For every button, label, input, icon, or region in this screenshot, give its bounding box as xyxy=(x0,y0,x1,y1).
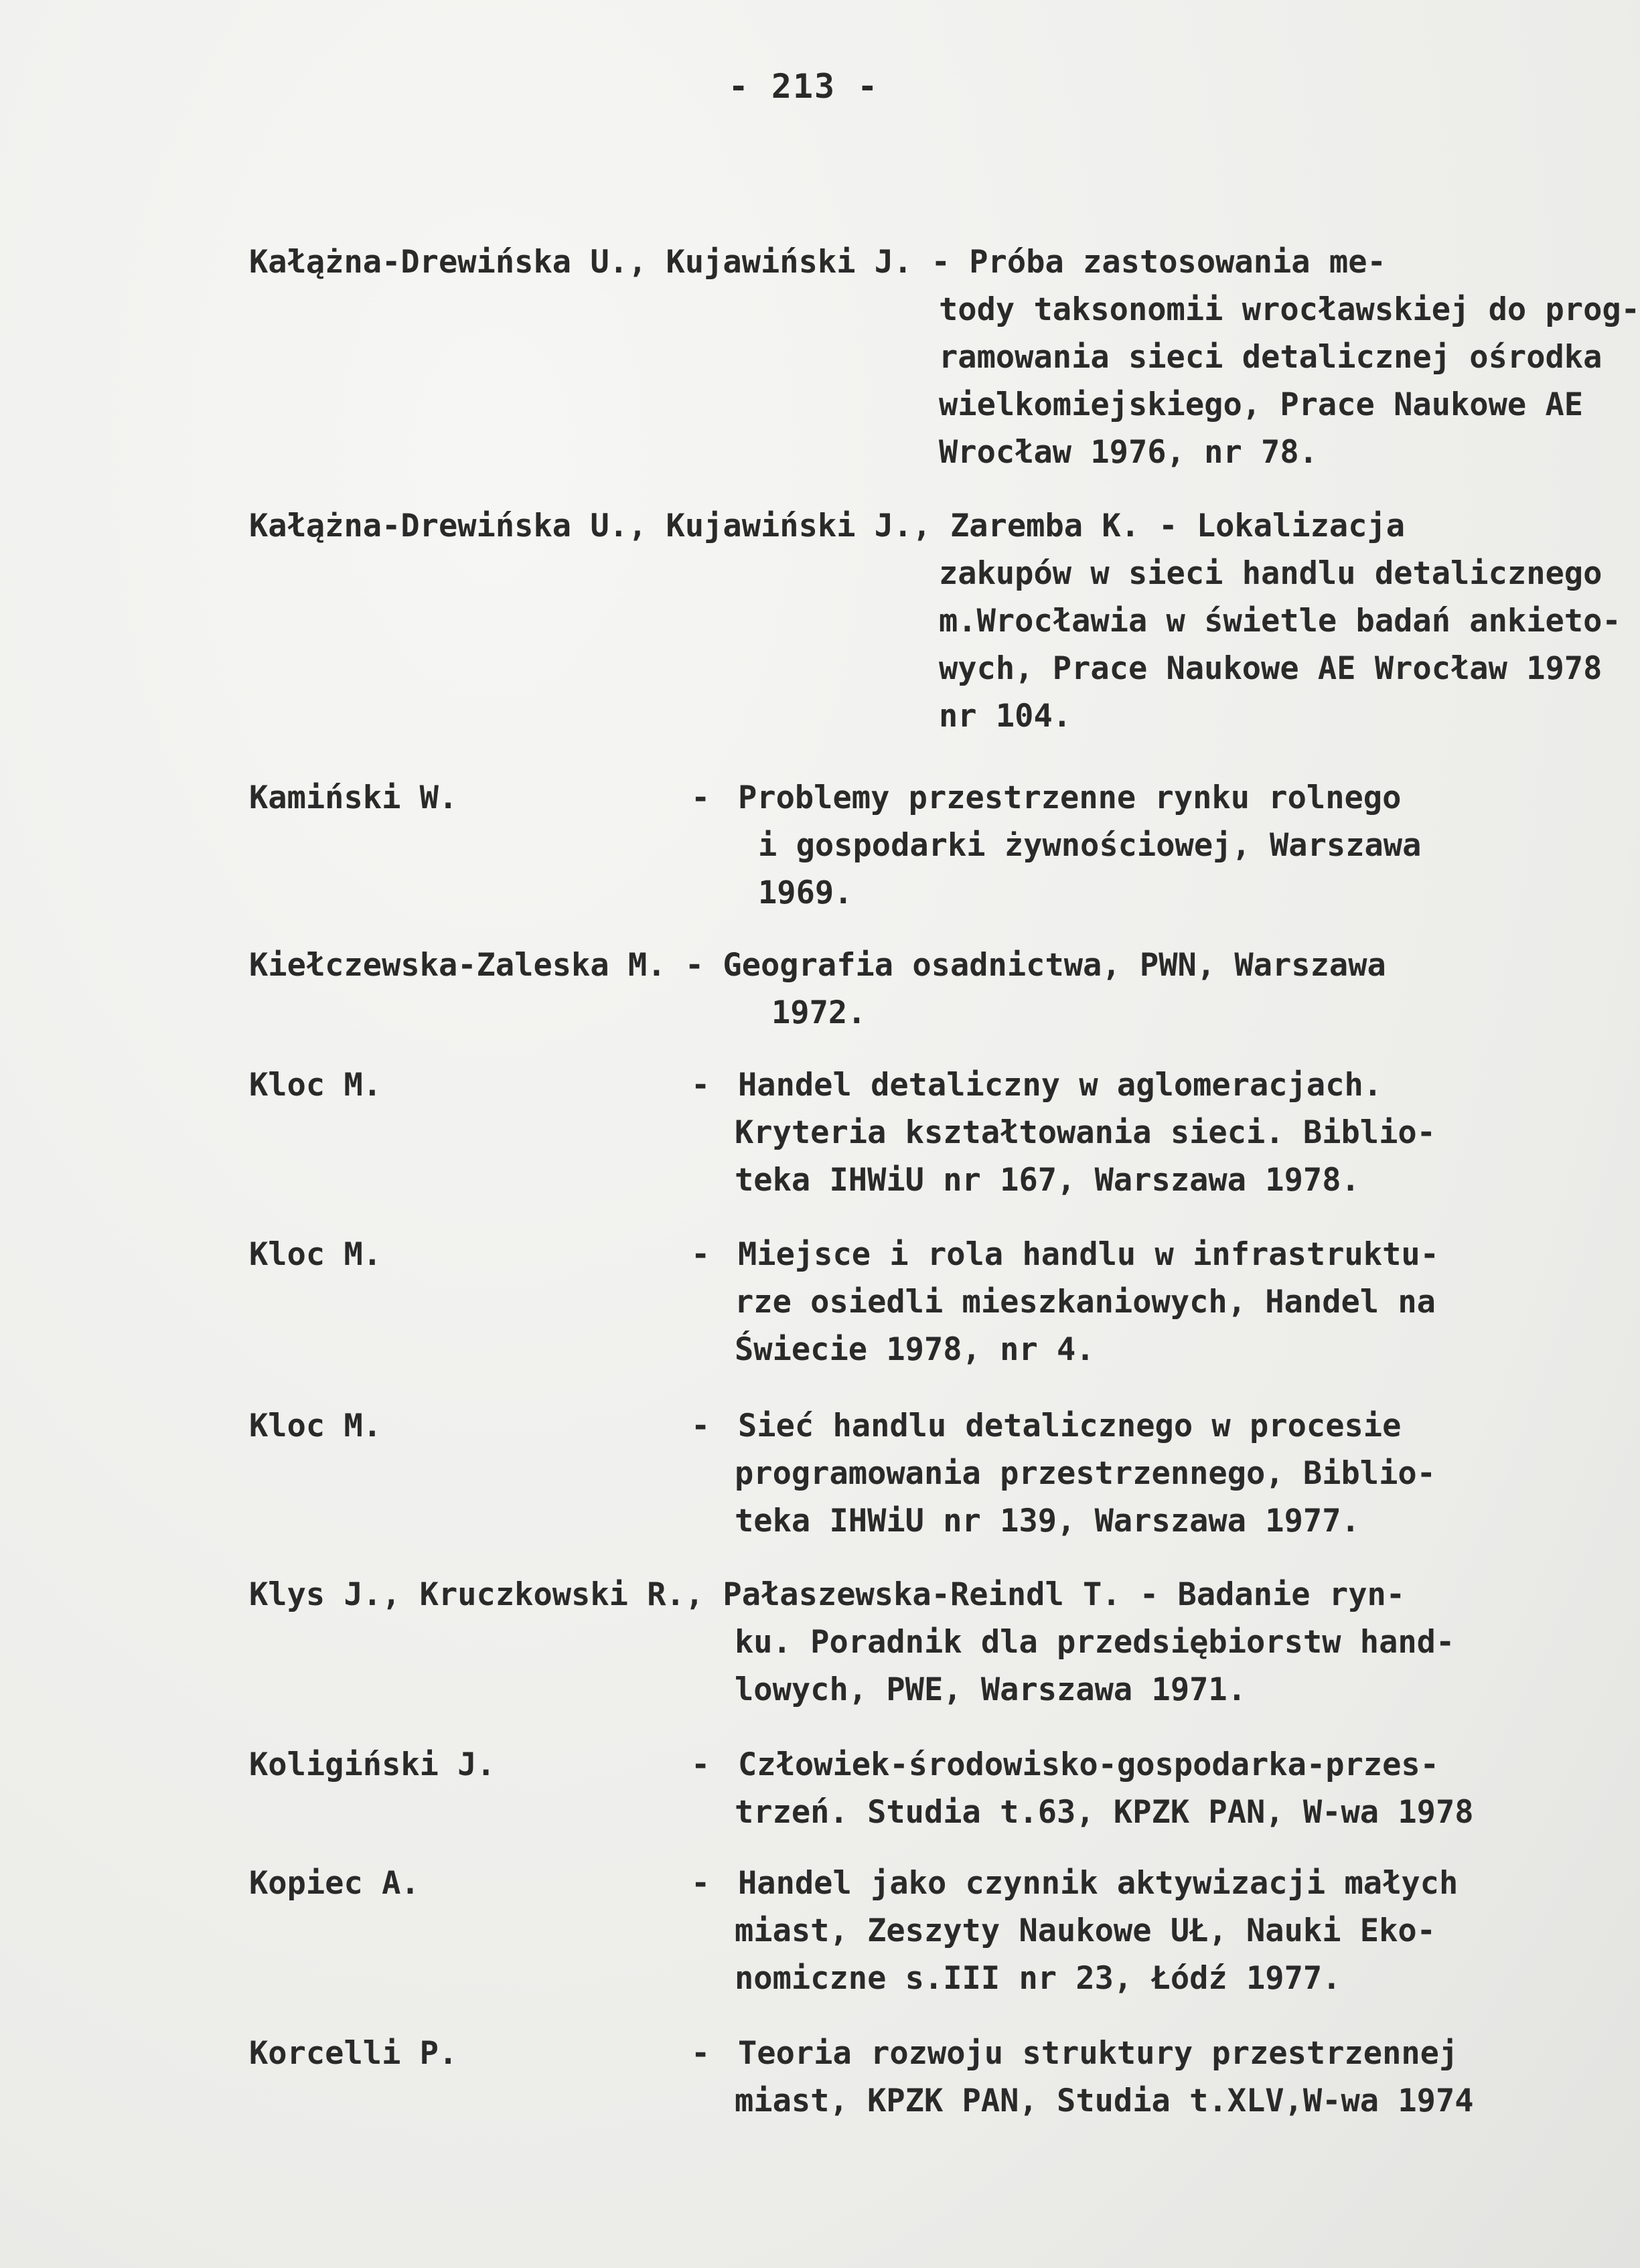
entry-line: programowania przestrzennego, Biblio- xyxy=(735,1455,1436,1492)
entry-line: rze osiedli mieszkaniowych, Handel na xyxy=(735,1284,1436,1320)
bibliography-entry xyxy=(249,941,1519,1037)
entry-line: ramowania sieci detalicznej ośrodka xyxy=(939,339,1602,376)
entry-title-start: Teoria rozwoju struktury przestrzennej xyxy=(738,2035,1459,2072)
entry-dash: - xyxy=(691,2035,711,2072)
entry-line: ku. Poradnik dla przedsiębiorstw hand- xyxy=(735,1624,1455,1661)
entry-line: teka IHWiU nr 139, Warszawa 1977. xyxy=(735,1503,1360,1539)
entry-first-line xyxy=(249,1402,1519,1450)
entry-line: teka IHWiU nr 167, Warszawa 1978. xyxy=(735,1162,1360,1199)
bibliography-entry xyxy=(249,1061,1519,1204)
page-number: - 213 - xyxy=(728,67,879,106)
entry-author: Kopiec A. xyxy=(249,1865,420,1902)
bibliography-entry xyxy=(249,1402,1519,1545)
entry-author: Kloc M. xyxy=(249,1236,382,1273)
entry-line: wych, Prace Naukowe AE Wrocław 1978 xyxy=(939,650,1602,687)
entry-line: wielkomiejskiego, Prace Naukowe AE xyxy=(939,386,1584,423)
entry-author-line: Kałążna-Drewińska U., Kujawiński J. - Próba zastosowania me- xyxy=(249,244,1386,281)
bibliography-entry xyxy=(249,2030,1519,2125)
entry-first-line xyxy=(249,1860,1519,1907)
entry-author: Kloc M. xyxy=(249,1067,382,1104)
entry-line: Kryteria kształtowania sieci. Biblio- xyxy=(735,1114,1436,1151)
entry-author: Korcelli P. xyxy=(249,2035,458,2072)
entry-author-line: Klys J., Kruczkowski R., Pałaszewska-Reindl T. - Badanie ryn- xyxy=(249,1576,1406,1613)
entry-author: Koligiński J. xyxy=(249,1746,496,1783)
entry-line: lowych, PWE, Warszawa 1971. xyxy=(735,1671,1247,1708)
entry-first-line xyxy=(249,1741,1519,1789)
entry-title-start: Problemy przestrzenne rynku rolnego xyxy=(738,779,1402,816)
entry-first-line xyxy=(249,2030,1519,2077)
bibliography-entry xyxy=(249,1860,1519,2002)
entry-title-start: Sieć handlu detalicznego w procesie xyxy=(738,1408,1402,1444)
bibliography-entry xyxy=(249,238,1640,476)
entry-dash: - xyxy=(691,1236,711,1273)
bibliography-entry xyxy=(249,1571,1519,1714)
entry-line: 1972. xyxy=(771,994,867,1031)
entry-line: miast, Zeszyty Naukowe UŁ, Nauki Eko- xyxy=(735,1912,1436,1949)
entry-first-line xyxy=(249,1231,1519,1278)
bibliography-entry xyxy=(249,1741,1519,1836)
entry-title-start: Handel detaliczny w aglomeracjach. xyxy=(738,1067,1383,1104)
entry-line: Świecie 1978, nr 4. xyxy=(735,1331,1095,1368)
entry-line: Wrocław 1976, nr 78. xyxy=(939,434,1318,471)
bibliography-entry xyxy=(249,502,1621,740)
entry-dash: - xyxy=(691,1746,711,1783)
entry-line: m.Wrocławia w świetle badań ankieto- xyxy=(939,603,1621,639)
entry-dash: - xyxy=(691,1408,711,1444)
entry-dash: - xyxy=(691,1865,711,1902)
entry-title-start: Miejsce i rola handlu w infrastruktu- xyxy=(738,1236,1439,1273)
entry-dash: - xyxy=(691,779,711,816)
entry-title-start: Człowiek-środowisko-gospodarka-przes- xyxy=(738,1746,1439,1783)
entry-author: Kamiński W. xyxy=(249,779,458,816)
entry-line: nomiczne s.III nr 23, Łódź 1977. xyxy=(735,1960,1341,1997)
bibliography-entry xyxy=(249,774,1519,917)
entry-first-line xyxy=(249,1061,1519,1109)
entry-dash: - xyxy=(691,1067,711,1104)
entry-title-start: Handel jako czynnik aktywizacji małych xyxy=(738,1865,1459,1902)
entry-line: nr 104. xyxy=(939,698,1072,735)
entry-line: trzeń. Studia t.63, KPZK PAN, W-wa 1978 xyxy=(735,1794,1474,1831)
entry-author-line: Kiełczewska-Zaleska M. - Geografia osadnictwa, PWN, Warszawa xyxy=(249,947,1386,984)
entry-author: Kloc M. xyxy=(249,1408,382,1444)
entry-line: 1969. xyxy=(758,875,853,911)
bibliography-entry xyxy=(249,1231,1519,1373)
entry-author-line: Kałążna-Drewińska U., Kujawiński J., Zaremba K. - Lokalizacja xyxy=(249,508,1406,544)
entry-line: zakupów w sieci handlu detalicznego xyxy=(939,555,1602,592)
entry-first-line xyxy=(249,774,1519,822)
entry-line: tody taksonomii wrocławskiej do prog- xyxy=(939,291,1640,328)
entry-line: miast, KPZK PAN, Studia t.XLV,W-wa 1974 xyxy=(735,2083,1474,2119)
entry-line: i gospodarki żywnościowej, Warszawa xyxy=(758,827,1422,864)
